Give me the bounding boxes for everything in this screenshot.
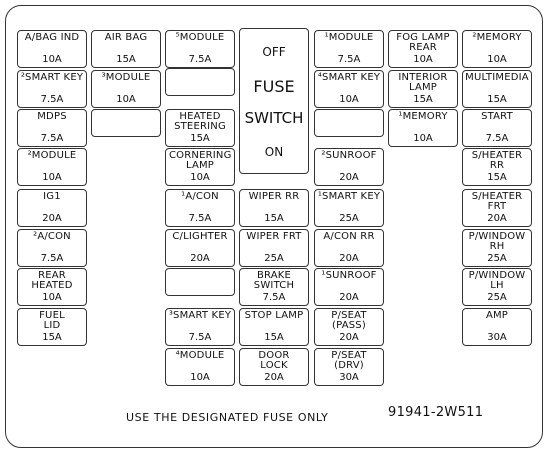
fuse-label: P/SEAT (PASS) (331, 310, 367, 331)
fuse-5-module[interactable] (165, 30, 235, 68)
fuse-p-window-lh[interactable] (462, 268, 532, 306)
fuse-label: ¹MEMORY (398, 111, 448, 122)
fuse-label: ⁴SMART KEY (317, 72, 381, 83)
fuse-p-seat-pass[interactable] (314, 308, 384, 346)
fuse-amp: 15A (487, 94, 507, 105)
fuse-1-smart-key[interactable] (314, 189, 384, 227)
fuse-amp: 7.5A (485, 133, 509, 144)
fuse-amp: 20A (487, 213, 507, 224)
fuse-amp: 10A (42, 292, 62, 303)
fuse-label: ²SUNROOF (321, 150, 377, 161)
fuse-fog-lamp-rear[interactable] (388, 30, 458, 68)
fuse-label: STOP LAMP (244, 310, 304, 321)
fuse-amp: 30A (487, 332, 507, 343)
fuse-fuel-lid[interactable] (17, 308, 87, 346)
fuse-amp: 15A (190, 133, 210, 144)
fuse-cornering-lamp[interactable] (165, 148, 235, 186)
fuse-amp: 15A (116, 54, 136, 65)
fuse-amp: 10A (487, 54, 507, 65)
fuse-slot-empty (314, 109, 384, 137)
fuse-label: A/CON RR (323, 231, 375, 242)
fuse-label: HEATED STEERING (174, 111, 226, 132)
fuse-air-bag[interactable] (91, 30, 161, 68)
fuse-amp: 25A (487, 253, 507, 264)
fuse-label: ³MODULE (101, 72, 151, 83)
fuse-slot-empty (165, 268, 235, 296)
fuse-label: WIPER FRT (246, 231, 302, 242)
fuse-amp: 15A (264, 332, 284, 343)
switch-switch-label: SWITCH (244, 109, 304, 127)
fuse-label: ³SMART KEY (168, 310, 232, 321)
fuse-switch[interactable] (239, 28, 309, 174)
fuse-amp: 10A (339, 94, 359, 105)
fuse-amp: 20A (42, 213, 62, 224)
fuse-p-seat-drv[interactable] (314, 348, 384, 386)
fuse-4-smart-key[interactable] (314, 70, 384, 108)
fuse-label: P/WINDOW LH (468, 270, 526, 291)
fuse-stop-lamp[interactable] (239, 308, 309, 346)
switch-off-label: OFF (262, 45, 286, 59)
fuse-label: ²A/CON (33, 231, 71, 242)
fuse-label: ⁵MODULE (175, 32, 225, 43)
fuse-label: ¹SUNROOF (321, 270, 377, 281)
switch-fuse-label: FUSE (253, 77, 295, 96)
fuse-amp: 15A (413, 94, 433, 105)
fuse-1-a-con[interactable] (165, 189, 235, 227)
fuse-label: REAR HEATED (31, 270, 73, 291)
usage-note: USE THE DESIGNATED FUSE ONLY (126, 411, 329, 424)
fuse-slot-empty (91, 109, 161, 137)
fuse-amp: 7.5A (188, 213, 212, 224)
fuse-amp: 7.5A (40, 253, 64, 264)
fuse-label: DOOR LOCK (258, 350, 290, 371)
fuse-amp: 10A (413, 54, 433, 65)
fuse-c-lighter[interactable] (165, 229, 235, 267)
fuse-door-lock[interactable] (239, 348, 309, 386)
fuse-amp: 15A (42, 332, 62, 343)
fuse-label: MDPS (37, 111, 67, 122)
fuse-amp: 20A (339, 292, 359, 303)
fuse-mdps[interactable] (17, 109, 87, 147)
fuse-label: P/WINDOW RH (468, 231, 526, 252)
fuse-label: WIPER RR (248, 191, 300, 202)
fuse-amp: 10A (42, 172, 62, 183)
fuse-amp: 20A (190, 253, 210, 264)
fuse-label: C/LIGHTER (172, 231, 228, 242)
fuse-amp: 7.5A (337, 54, 361, 65)
fuse-wiper-rr[interactable] (239, 189, 309, 227)
fuse-label: START (481, 111, 513, 122)
fuse-ig1[interactable] (17, 189, 87, 227)
fuse-amp: 7.5A (40, 94, 64, 105)
fuse-2-smart-key[interactable] (17, 70, 87, 108)
fuse-amp: 10A (190, 172, 210, 183)
fuse-2-a-con[interactable] (17, 229, 87, 267)
fuse-amp: 10A (116, 94, 136, 105)
fuse-a-bag-ind[interactable] (17, 30, 87, 68)
fuse-label: ¹A/CON (181, 191, 219, 202)
fuse-amp: 25A (264, 253, 284, 264)
fuse-2-module[interactable] (17, 148, 87, 186)
fuse-label: P/SEAT (DRV) (331, 350, 367, 371)
fuse-label: S/HEATER RR (471, 150, 523, 171)
fuse-label: ²MODULE (27, 150, 77, 161)
fuse-brake-switch[interactable] (239, 268, 309, 306)
fuse-1-sunroof[interactable] (314, 268, 384, 306)
fuse-amp: 10A (190, 372, 210, 383)
fuse-rear-heated[interactable] (17, 268, 87, 306)
fuse-label: S/HEATER FRT (471, 191, 523, 212)
fuse-label: FOG LAMP REAR (396, 32, 450, 53)
fuse-amp: 10A (413, 133, 433, 144)
fuse-heated-steering[interactable] (165, 109, 235, 147)
fuse-3-smart-key[interactable] (165, 308, 235, 346)
fuse-label: ¹SMART KEY (317, 191, 381, 202)
fuse-amp: 7.5A (40, 133, 64, 144)
fuse-label: AIR BAG (104, 32, 148, 43)
fuse-label: CORNERING LAMP (169, 150, 232, 171)
fuse-interior-lamp[interactable] (388, 70, 458, 108)
fuse-multimedia[interactable] (462, 70, 532, 108)
fuse-3-module[interactable] (91, 70, 161, 108)
fuse-1-memory[interactable] (388, 109, 458, 147)
fuse-1-module[interactable] (314, 30, 384, 68)
fuse-s-heater-rr[interactable] (462, 148, 532, 186)
fuse-label: INTERIOR LAMP (398, 72, 448, 93)
fuse-label: BRAKE SWITCH (253, 270, 295, 291)
fuse-amp: 25A (339, 213, 359, 224)
fuse-amp: 20A (264, 372, 284, 383)
switch-on-label: ON (264, 145, 284, 159)
fuse-a-con-rr[interactable] (314, 229, 384, 267)
fuse-label: ¹MODULE (324, 32, 374, 43)
fuse-amp: 7.5A (188, 54, 212, 65)
part-number: 91941-2W511 (388, 405, 484, 420)
fuse-amp: 30A (339, 372, 359, 383)
fuse-label: MULTIMEDIA (465, 72, 529, 83)
fuse-amp: 20A (339, 332, 359, 343)
fuse-slot-empty (165, 68, 235, 96)
fuse-amp: 10A (42, 54, 62, 65)
fuse-wiper-frt[interactable] (239, 229, 309, 267)
fuse-p-window-rh[interactable] (462, 229, 532, 267)
fuse-amp: 20A (339, 253, 359, 264)
fuse-label: FUEL LID (39, 310, 65, 331)
fuse-label: IG1 (43, 191, 61, 202)
fuse-4-module[interactable] (165, 348, 235, 386)
fuse-amp: 7.5A (262, 292, 286, 303)
fuse-2-sunroof[interactable] (314, 148, 384, 186)
fuse-label: ²SMART KEY (20, 72, 84, 83)
fuse-label: AMP (485, 310, 509, 321)
fuse-amp: 7.5A (188, 332, 212, 343)
fuse-s-heater-frt[interactable] (462, 189, 532, 227)
fuse-amp: 15A (264, 213, 284, 224)
fuse-label: ²MEMORY (472, 32, 522, 43)
fuse-amp: 20A (339, 172, 359, 183)
fuse-label: ⁴MODULE (175, 350, 225, 361)
fuse-amp[interactable] (462, 308, 532, 346)
fuse-label: A/BAG IND (24, 32, 80, 43)
fuse-start[interactable] (462, 109, 532, 147)
fuse-amp: 25A (487, 292, 507, 303)
fuse-2-memory[interactable] (462, 30, 532, 68)
fuse-amp: 15A (487, 172, 507, 183)
